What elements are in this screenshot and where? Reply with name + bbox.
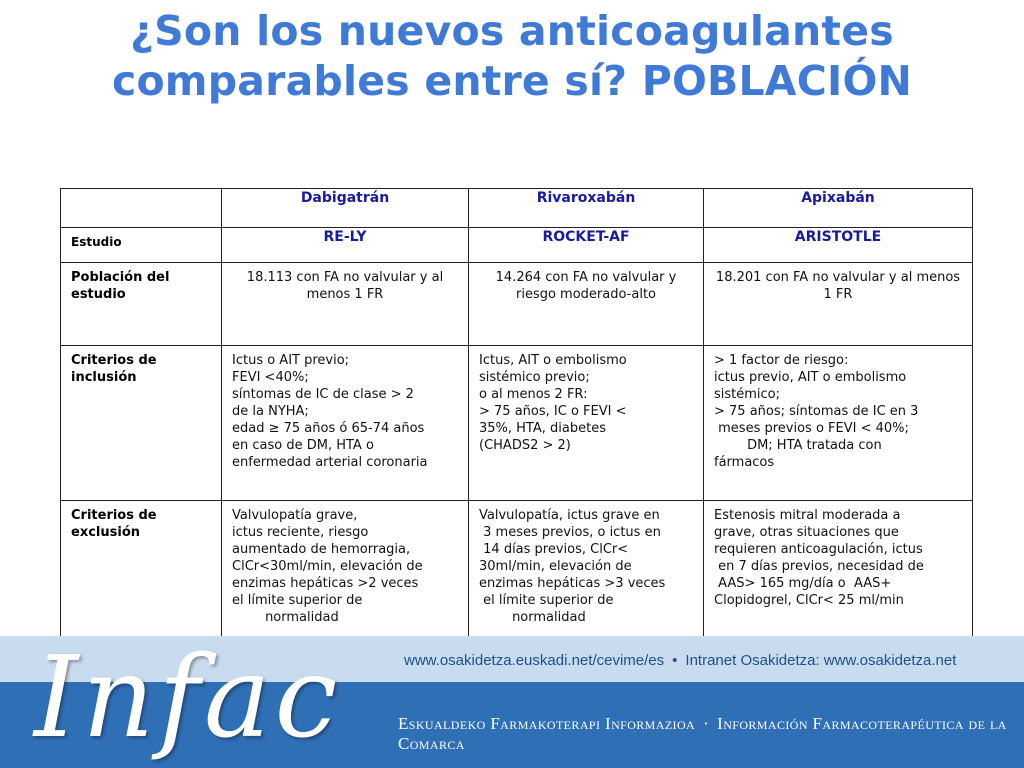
footer-tagline — [398, 714, 1024, 754]
table-row-study — [61, 228, 973, 263]
table-row-population — [61, 263, 973, 346]
table-header-row — [61, 189, 973, 228]
tagline-separator: · — [703, 714, 710, 733]
inclusion-dabigatran: Ictus o AIT previo; FEVI <40%; síntomas de IC de clase > 2 de la NYHA; edad ≥ 75 años ó 65-74 años en caso de DM, HTA o enfermedad arterial coronaria — [222, 346, 469, 501]
row-label-inclusion: Criterios de inclusión — [61, 346, 222, 501]
population-dabigatran: 18.113 con FA no valvular y al menos 1 FR — [222, 263, 469, 346]
drug-header-dabigatran: Dabigatrán — [222, 189, 469, 228]
row-label-exclusion: Criterios de exclusión — [61, 501, 222, 658]
exclusion-dabigatran: Valvulopatía grave, ictus reciente, riesgo aumentado de hemorragia, ClCr<30ml/min, elevación de enzimas hepáticas >2 veces el límite superior de normalidad — [222, 501, 469, 658]
slide-title — [0, 6, 1024, 106]
population-apixaban: 18.201 con FA no valvular y al menos 1 FR — [704, 263, 973, 346]
footer-link-intranet[interactable]: Intranet Osakidetza: www.osakidetza.net — [685, 652, 957, 669]
separator-dot: • — [672, 652, 678, 669]
footer-links — [404, 652, 956, 669]
exclusion-rivaroxaban: Valvulopatía, ictus grave en 3 meses previos, o ictus en 14 días previos, ClCr< 30ml/min, elevación de enzimas hepáticas >3 veces el límite superior de normalidad — [469, 501, 704, 658]
population-rivaroxaban: 14.264 con FA no valvular y riesgo moderado-alto — [469, 263, 704, 346]
tagline-basque: Eskualdeko Farmakoterapi Informazioa — [398, 714, 696, 733]
empty-corner-cell — [61, 189, 222, 228]
inclusion-rivaroxaban: Ictus, AIT o embolismo sistémico previo; o al menos 2 FR: > 75 años, IC o FEVI < 35%, HTA, diabetes (CHADS2 > 2) — [469, 346, 704, 501]
row-label-study: Estudio — [61, 228, 222, 263]
slide-title-line2: comparables entre sí? POBLACIÓN — [111, 57, 913, 105]
study-name-aristotle: ARISTOTLE — [704, 228, 973, 263]
tagline-spanish: Información Farmacoterapéutica de la Comarca — [398, 714, 1007, 753]
slide-title-line1: ¿Son los nuevos anticoagulantes — [130, 7, 894, 55]
drug-header-rivaroxaban: Rivaroxabán — [469, 189, 704, 228]
table-row-inclusion — [61, 346, 973, 501]
drug-header-apixaban: Apixabán — [704, 189, 973, 228]
study-name-rely: RE-LY — [222, 228, 469, 263]
study-name-rocket-af: ROCKET-AF — [469, 228, 704, 263]
row-label-population: Población del estudio — [61, 263, 222, 346]
infac-logo — [34, 628, 341, 768]
exclusion-apixaban: Estenosis mitral moderada a grave, otras situaciones que requieren anticoagulación, ictus en 7 días previos, necesidad de AAS> 165 mg/día o AAS+ Clopidogrel, ClCr< 25 ml/min — [704, 501, 973, 658]
comparison-table — [60, 188, 973, 658]
inclusion-apixaban: > 1 factor de riesgo: ictus previo, AIT o embolismo sistémico; > 75 años; síntomas de IC en 3 meses previos o FEVI < 40%; DM; HTA tratada con fármacos — [704, 346, 973, 501]
infac-logo-text: Infac — [34, 633, 342, 763]
footer-link-cevime[interactable]: www.osakidetza.euskadi.net/cevime/es — [404, 652, 665, 669]
